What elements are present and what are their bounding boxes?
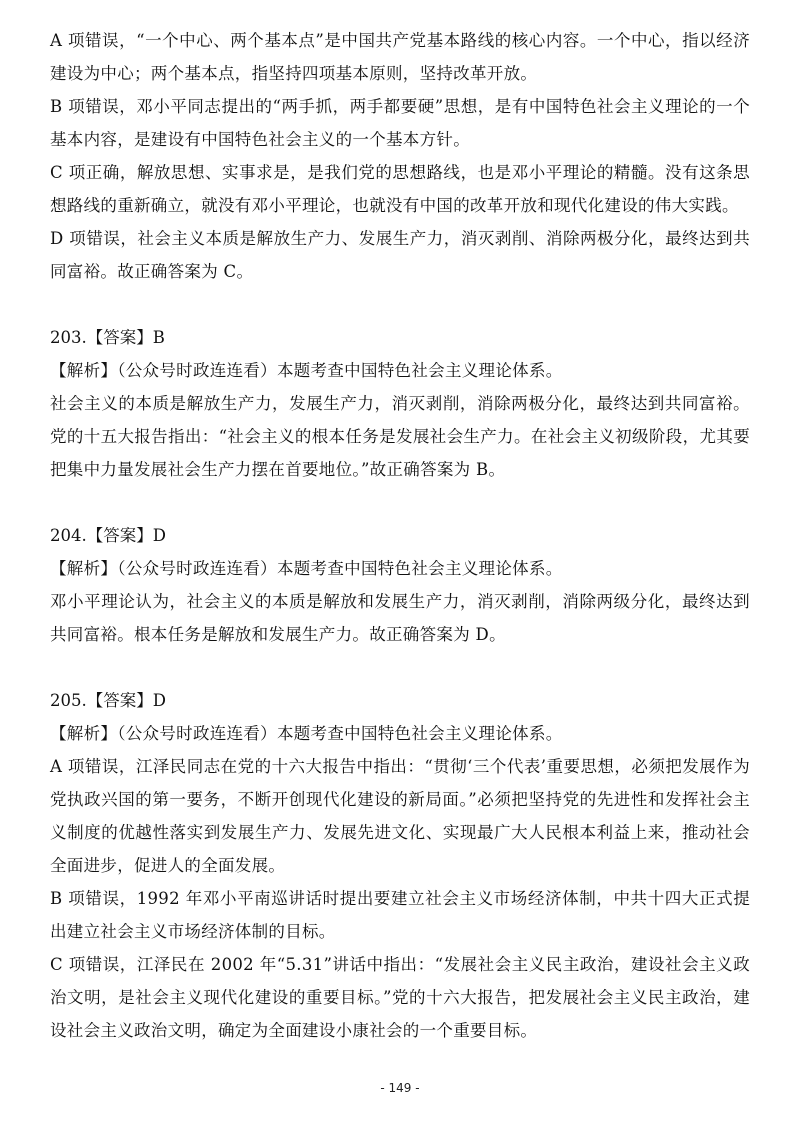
answer-block-203 [50, 321, 750, 486]
option-a-explanation: A 项错误，“一个中心、两个基本点”是中国共产党基本路线的核心内容。一个中心，指以经济建设为中心；两个基本点，指坚持四项基本原则，坚持改革开放。 [50, 31, 750, 83]
document-page [50, 24, 750, 1047]
option-b-explanation: B 项错误，1992 年邓小平南巡讲话时提出要建立社会主义市场经济体制，中共十四大正式提出建立社会主义市场经济体制的目标。 [50, 889, 750, 941]
analysis-paragraph: 社会主义的本质是解放生产力，发展生产力，消灭剥削，消除两极分化，最终达到共同富裕。党的十五大报告指出：“社会主义的根本任务是发展社会生产力。在社会主义初级阶段，尤其要把集中力量发展社会生产力摆在首要地位。”故正确答案为 B。 [50, 394, 750, 479]
page-number: - 149 - [380, 1081, 420, 1095]
analysis-line: 【解析】（公众号时政连连看）本题考查中国特色社会主义理论体系。 [50, 559, 563, 578]
option-c-explanation: C 项错误，江泽民在 2002 年“5.31”讲话中指出：“发展社会主义民主政治，建设社会主义政治文明，是社会主义现代化建设的重要目标。”党的十六大报告，把发展社会主义民主政治，建设社会主义政治文明，确定为全面建设小康社会的一个重要目标。 [50, 955, 750, 1040]
spacer [50, 288, 750, 321]
analysis-line: 【解析】（公众号时政连连看）本题考查中国特色社会主义理论体系。 [50, 724, 563, 743]
spacer [50, 486, 750, 519]
option-b-explanation: B 项错误，邓小平同志提出的“两手抓，两手都要硬”思想，是有中国特色社会主义理论的一个基本内容，是建设有中国特色社会主义的一个基本方针。 [50, 97, 750, 149]
answer-line: 205.【答案】D [50, 691, 166, 710]
analysis-paragraph: 邓小平理论认为，社会主义的本质是解放和发展生产力，消灭剥削，消除两级分化，最终达到共同富裕。根本任务是解放和发展生产力。故正确答案为 D。 [50, 592, 750, 644]
answer-block-204 [50, 519, 750, 651]
option-c-explanation: C 项正确，解放思想、实事求是，是我们党的思想路线，也是邓小平理论的精髓。没有这条思想路线的重新确立，就没有邓小平理论，也就没有中国的改革开放和现代化建设的伟大实践。 [50, 163, 750, 215]
option-d-explanation: D 项错误，社会主义本质是解放生产力、发展生产力，消灭剥削、消除两极分化，最终达到共同富裕。故正确答案为 C。 [50, 229, 750, 281]
option-a-explanation: A 项错误，江泽民同志在党的十六大报告中指出：“贯彻‘三个代表’重要思想，必须把发展作为党执政兴国的第一要务，不断开创现代化建设的新局面。”必须把坚持党的先进性和发挥社会主义制度的优越性落实到发展生产力、发展先进文化、实现最广大人民根本利益上来，推动社会全面进步，促进人的全面发展。 [50, 757, 750, 875]
answer-block-202-continued [50, 24, 750, 288]
answer-line: 204.【答案】D [50, 526, 166, 545]
spacer [50, 651, 750, 684]
answer-block-205 [50, 684, 750, 1047]
analysis-line: 【解析】（公众号时政连连看）本题考查中国特色社会主义理论体系。 [50, 361, 563, 380]
answer-line: 203.【答案】B [50, 328, 165, 347]
